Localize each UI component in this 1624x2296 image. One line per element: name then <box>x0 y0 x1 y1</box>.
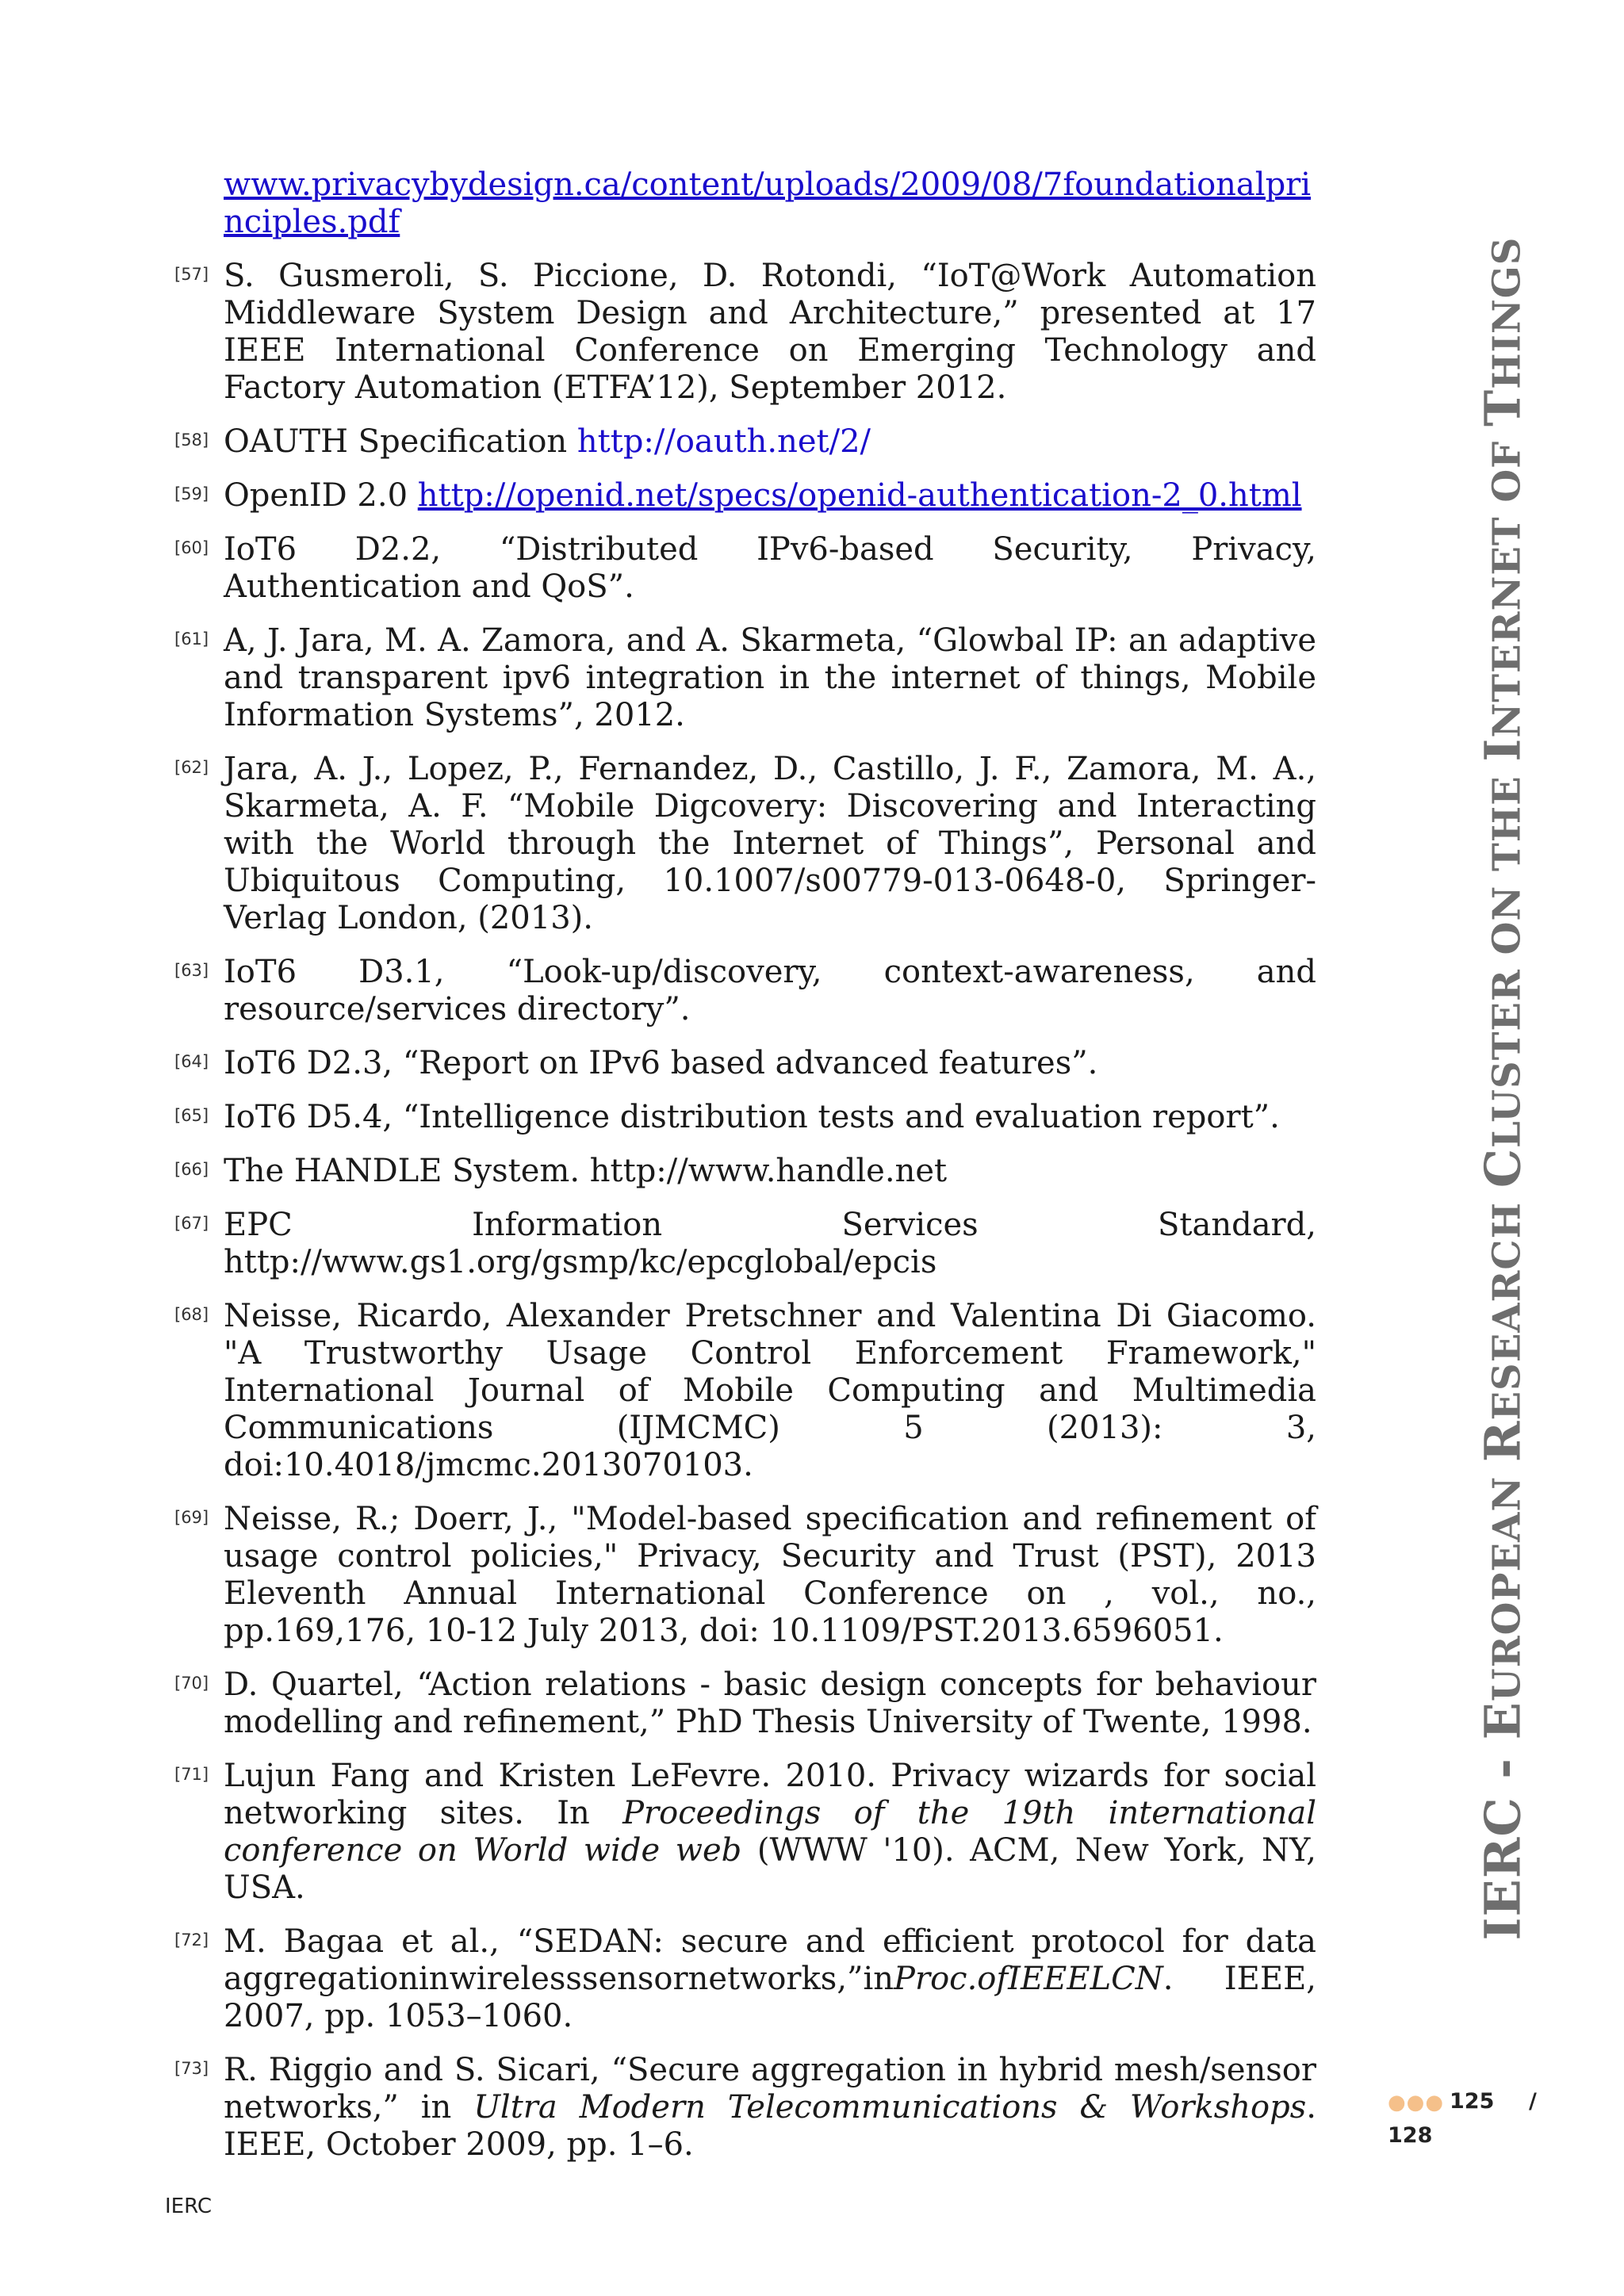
reference-57 <box>165 258 1316 407</box>
reference-number: [64] <box>174 1052 209 1071</box>
reference-number: [57] <box>174 265 209 284</box>
reference-number: [61] <box>174 629 209 649</box>
reference-text-part: M. Bagaa et al., “SEDAN: secure and efficient protocol for data aggregationinwirelesssensornetworks,”in <box>224 1923 1316 1997</box>
page-separator: / <box>1529 2089 1537 2114</box>
reference-text: A, J. Jara, M. A. Zamora, and A. Skarmeta, “Glowbal IP: an adaptive and transparent ipv6 integration in the internet of things, Mobile Information Systems”, 2012. <box>224 622 1316 733</box>
reference-number: [63] <box>174 961 209 980</box>
reference-number: [71] <box>174 1765 209 1784</box>
reference-59 <box>165 477 1316 515</box>
reference-number: [70] <box>174 1674 209 1693</box>
reference-62 <box>165 751 1316 937</box>
sidebar-title-part: HINGS <box>1484 236 1530 389</box>
reference-text-part: OpenID 2.0 <box>224 477 418 514</box>
reference-text: The HANDLE System. http://www.handle.net <box>224 1153 948 1189</box>
reference-text: Neisse, Ricardo, Alexander Pretschner and Valentina Di Giacomo. "A Trustworthy Usage Control Enforcement Framework," International Journal of Mobile Computing and Multimedia Communications (IJMCMC) 5 (2013): 3, doi:10.4018/jmcmc.2013070103. <box>224 1298 1316 1483</box>
reference-italic-title: Ultra Modern Telecommunications & Workshops <box>473 2089 1307 2126</box>
reference-58 <box>165 423 1316 461</box>
reference-text: S. Gusmeroli, S. Piccione, D. Rotondi, “IoT@Work Automation Middleware System Design and Architecture,” presented at 17 IEEE International Conference on Emerging Technology and Factory Automation (ETFA’12), September 2012. <box>224 258 1316 406</box>
reference-number: [58] <box>174 430 209 450</box>
sidebar-title-part: I <box>1473 737 1532 762</box>
reference-link[interactable]: www.privacybydesign.ca/content/uploads/2009/08/7foundationalprinciples.pdf <box>224 166 1312 240</box>
reference-text <box>224 1923 1316 2035</box>
reference-66 <box>165 1153 1316 1190</box>
reference-text: IoT6 D2.3, “Report on IPv6 based advanced features”. <box>224 1045 1098 1081</box>
reference-text: EPC Information Services Standard, http://www.gs1.org/gsmp/kc/epcglobal/epcis <box>224 1207 1316 1280</box>
sidebar-title-part: ESEARCH <box>1484 1188 1530 1421</box>
reference-61 <box>165 622 1316 734</box>
reference-text: Jara, A. J., Lopez, P., Fernandez, D., Castillo, J. F., Zamora, M. A., Skarmeta, A. F. “Mobile Digcovery: Discovering and Interacting with the World through the Internet of Things”, Personal and Ubiquitous Computing, 10.1007/s00779-013-0648-0, Springer-Verlag London, (2013). <box>224 751 1316 936</box>
reference-71 <box>165 1758 1316 1907</box>
reference-italic-title: Proc.ofIEEELCN <box>894 1961 1163 1997</box>
reference-number: [67] <box>174 1214 209 1233</box>
sidebar-title-part: LUSTER ON THE <box>1484 761 1530 1148</box>
reference-text <box>224 2052 1316 2164</box>
reference-number: [65] <box>174 1106 209 1125</box>
reference-text-part: OAUTH Specification <box>224 423 577 460</box>
sidebar-title-part: IERC - E <box>1473 1701 1532 1941</box>
sidebar-title-part: T <box>1473 388 1532 427</box>
reference-70 <box>165 1667 1316 1741</box>
reference-italic-title: Proceedings of the 19th international conference on World wide web <box>224 1795 1316 1869</box>
sidebar-title-part: C <box>1473 1147 1532 1188</box>
sidebar-running-title <box>1467 236 1538 1941</box>
page-indicator <box>1388 2089 1586 2152</box>
reference-text-part: R. Riggio and S. Sicari, “Secure aggregation in hybrid mesh/sensor networks,” in <box>224 2052 1316 2126</box>
reference-link[interactable]: http://openid.net/specs/openid-authentication-2_0.html <box>417 477 1302 514</box>
reference-number: [69] <box>174 1508 209 1527</box>
reference-text-part: Lujun Fang and Kristen LeFevre. 2010. Privacy wizards for social networking sites. In <box>224 1758 1316 1831</box>
sidebar-title-part: R <box>1473 1420 1532 1463</box>
reference-number: [72] <box>174 1931 209 1950</box>
reference-continued <box>165 166 1316 241</box>
reference-number: [73] <box>174 2059 209 2078</box>
footer-label: IERC <box>165 2195 213 2218</box>
decorative-dots-icon: ●●● <box>1388 2091 1445 2114</box>
sidebar-title-part: NTERNET OF <box>1484 427 1530 738</box>
sidebar-title <box>1474 237 1532 1941</box>
total-page-count: 128 <box>1388 2123 1433 2148</box>
reference-number: [68] <box>174 1305 209 1324</box>
reference-67 <box>165 1207 1316 1281</box>
reference-link[interactable]: http://oauth.net/2/ <box>576 423 871 460</box>
current-page-number: 125 <box>1450 2089 1495 2114</box>
reference-text-part: . IEEE, 2007, pp. 1053–1060. <box>224 1961 1316 2034</box>
sidebar-title-part: UROPEAN <box>1484 1462 1530 1702</box>
reference-73 <box>165 2052 1316 2164</box>
reference-72 <box>165 1923 1316 2035</box>
reference-text-part: . IEEE, October 2009, pp. 1–6. <box>224 2089 1316 2163</box>
reference-63 <box>165 954 1316 1028</box>
reference-text: Neisse, R.; Doerr, J., "Model-based specification and refinement of usage control policies," Privacy, Security and Trust (PST), 2013 Eleventh Annual International Conference on , vol., no., pp.169,176, 10-12 July 2013, doi: 10.1109/PST.2013.6596051. <box>224 1501 1316 1649</box>
reference-64 <box>165 1045 1316 1082</box>
reference-number: [66] <box>174 1160 209 1179</box>
reference-list <box>165 166 1316 2180</box>
reference-text <box>224 423 1316 461</box>
reference-number: [60] <box>174 538 209 557</box>
reference-number: [59] <box>174 484 209 503</box>
reference-number: [62] <box>174 758 209 777</box>
reference-text-part: (WWW '10). ACM, New York, NY, USA. <box>224 1832 1316 1906</box>
reference-text <box>224 477 1316 515</box>
reference-text: IoT6 D2.2, “Distributed IPv6-based Security, Privacy, Authentication and QoS”. <box>224 531 1316 605</box>
reference-text: IoT6 D5.4, “Intelligence distribution tests and evaluation report”. <box>224 1099 1280 1135</box>
reference-60 <box>165 531 1316 606</box>
reference-text: IoT6 D3.1, “Look-up/discovery, context-awareness, and resource/services directory”. <box>224 954 1316 1027</box>
reference-69 <box>165 1501 1316 1650</box>
reference-65 <box>165 1099 1316 1136</box>
reference-68 <box>165 1298 1316 1484</box>
reference-text <box>224 1758 1316 1907</box>
reference-text: D. Quartel, “Action relations - basic design concepts for behaviour modelling and refinement,” PhD Thesis University of Twente, 1998. <box>224 1667 1316 1740</box>
